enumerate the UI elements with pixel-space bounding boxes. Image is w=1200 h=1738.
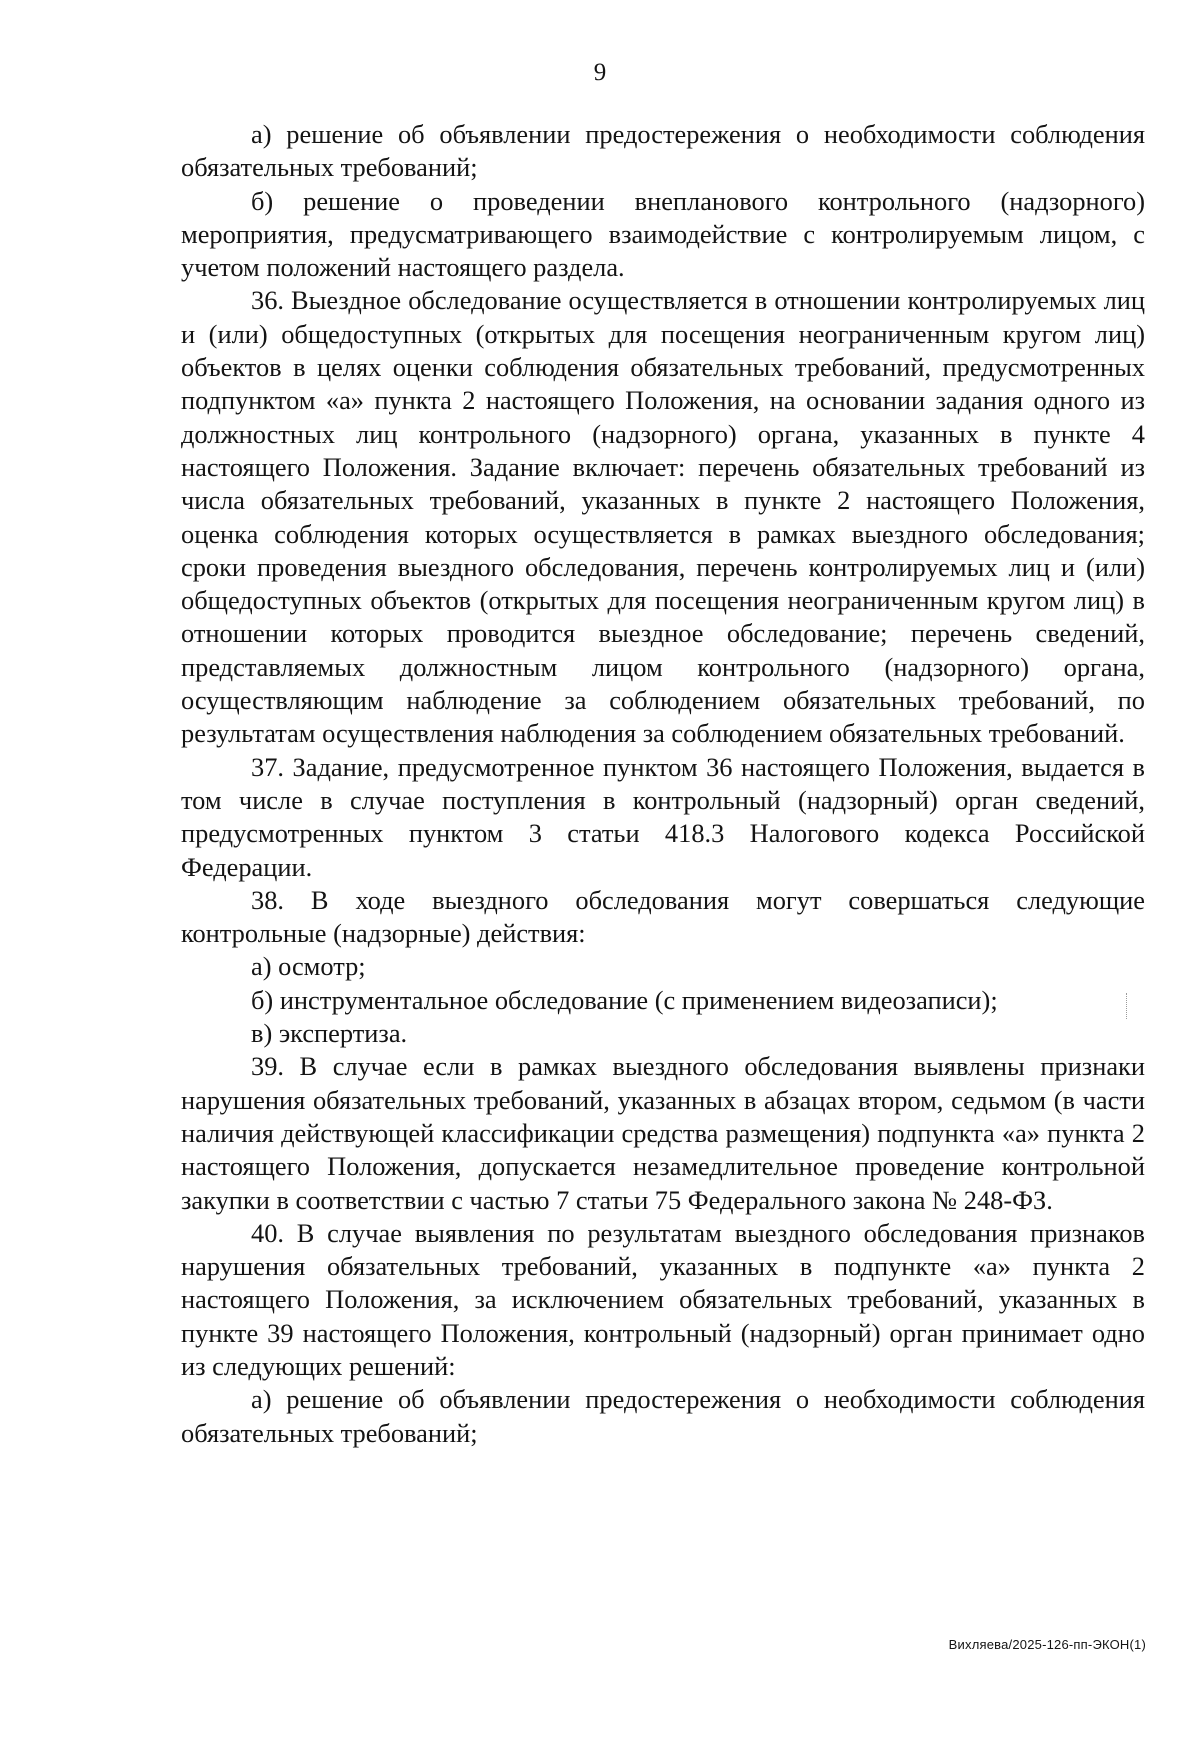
footer-document-code: Вихляева/2025-126-пп-ЭКОН(1) — [948, 1637, 1146, 1652]
paragraph-38-item-b: б) инструментальное обследование (с применением видеозаписи); — [251, 984, 998, 1015]
scan-artifact-mark — [1126, 993, 1128, 1019]
paragraph-40: 40. В случае выявления по результатам выездного обследования признаков нарушения обязательных требований, указанных в подпункте «а» пункта 2 настоящего Положения, за исключением обязательных требований, указанных в пункте 39 настоящего Положения, контрольный (надзорный) орган принимает одно из следующих решений: — [181, 1217, 1145, 1381]
document-body — [181, 118, 1145, 1450]
paragraph-subitem-a: а) решение об объявлении предостережения о необходимости соблюдения обязательных требований; — [181, 119, 1145, 183]
paragraph-39: 39. В случае если в рамках выездного обследования выявлены признаки нарушения обязательных требований, указанных в абзацах втором, седьмом (в части наличия действующей классификации средства размещения) подпункта «а» пункта 2 настоящего Положения, допускается незамедлительное проведение контрольной закупки в соответствии с частью 7 статьи 75 Федерального закона № 248-ФЗ. — [181, 1051, 1145, 1215]
paragraph-37: 37. Задание, предусмотренное пунктом 36 настоящего Положения, выдается в том числе в случае поступления в контрольный (надзорный) орган сведений, предусмотренных пунктом 3 статьи 418.3 Налогового кодекса Российской Федерации. — [181, 751, 1145, 882]
paragraph-subitem-b: б) решение о проведении внепланового контрольного (надзорного) мероприятия, предусматривающего взаимодействие с контролируемым лицом, с учетом положений настоящего раздела. — [181, 185, 1145, 283]
paragraph-36: 36. Выездное обследование осуществляется в отношении контролируемых лиц и (или) общедоступных (открытых для посещения неограниченным кругом лиц) объектов в целях оценки соблюдения обязательных требований, предусмотренных подпунктом «а» пункта 2 настоящего Положения, на основании задания одного из должностных лиц контрольного (надзорного) органа, указанных в пункте 4 настоящего Положения. Задание включает: перечень обязательных требований из числа обязательных требований, указанных в пункте 2 настоящего Положения, оценка соблюдения которых осуществляется в рамках выездного обследования; сроки проведения выездного обследования, перечень контролируемых лиц и (или) общедоступных объектов (открытых для посещения неограниченным кругом лиц) в отношении которых проводится выездное обследование; перечень сведений, представляемых должностным лицом контрольного (надзорного) органа, осуществляющим наблюдение за соблюдением обязательных требований, по результатам осуществления наблюдения за соблюдением обязательных требований. — [181, 285, 1145, 749]
paragraph-38: 38. В ходе выездного обследования могут совершаться следующие контрольные (надзорные) действия: — [181, 884, 1145, 949]
paragraph-38-item-v: в) экспертиза. — [251, 1018, 408, 1049]
paragraph-40-item-a: а) решение об объявлении предостережения о необходимости соблюдения обязательных требований; — [181, 1384, 1145, 1448]
page-number: 9 — [593, 59, 607, 86]
paragraph-38-item-a: а) осмотр; — [251, 951, 366, 982]
